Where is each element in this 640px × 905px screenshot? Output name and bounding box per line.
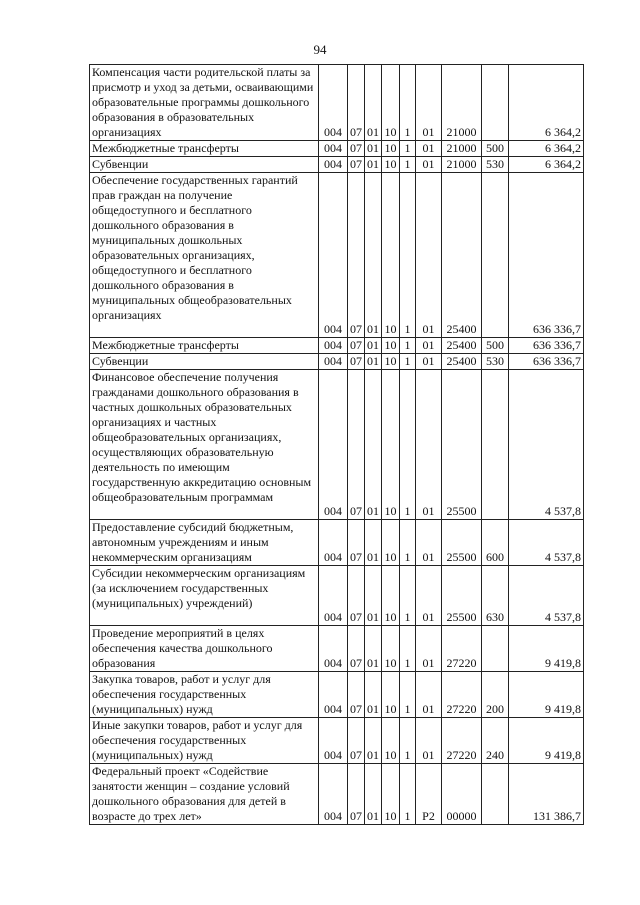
- cell-main-event: 01: [416, 370, 442, 520]
- cell-expense-type: [482, 65, 509, 141]
- cell-section: 07: [348, 370, 365, 520]
- cell-grbs: 004: [319, 626, 348, 672]
- cell-amount: 636 336,7: [509, 173, 584, 338]
- cell-subprogram: 1: [400, 718, 416, 764]
- cell-name: Субсидии некоммерческим организациям (за исключением государственных (муниципальных) учреждений): [90, 566, 319, 626]
- cell-expense-type: 530: [482, 354, 509, 370]
- cell-grbs: 004: [319, 672, 348, 718]
- cell-grbs: 004: [319, 338, 348, 354]
- cell-section: 07: [348, 354, 365, 370]
- cell-expense-type: 600: [482, 520, 509, 566]
- table-row: [90, 672, 584, 718]
- cell-name: Финансовое обеспечение получения гражданами дошкольного образования в частных дошкольных образовательных организациях и частных общеобразовательных организациях, осуществляющих образовательную деятельность по имеющим государственную аккредитацию основным общеобразовательным программам: [90, 370, 319, 520]
- cell-direction: 27220: [442, 672, 482, 718]
- cell-direction: 25400: [442, 354, 482, 370]
- cell-grbs: 004: [319, 370, 348, 520]
- cell-section: 07: [348, 520, 365, 566]
- cell-expense-type: 530: [482, 157, 509, 173]
- cell-amount: 636 336,7: [509, 354, 584, 370]
- cell-amount: 4 537,8: [509, 370, 584, 520]
- cell-program: 10: [382, 157, 400, 173]
- cell-subsection: 01: [365, 141, 382, 157]
- cell-section: 07: [348, 173, 365, 338]
- cell-expense-type: 630: [482, 566, 509, 626]
- cell-subsection: 01: [365, 157, 382, 173]
- cell-subprogram: 1: [400, 520, 416, 566]
- cell-expense-type: 200: [482, 672, 509, 718]
- cell-grbs: 004: [319, 173, 348, 338]
- cell-direction: 25500: [442, 566, 482, 626]
- table-row: [90, 338, 584, 354]
- cell-grbs: 004: [319, 764, 348, 825]
- cell-name: Субвенции: [90, 157, 319, 173]
- cell-name: Межбюджетные трансферты: [90, 338, 319, 354]
- cell-program: 10: [382, 718, 400, 764]
- cell-subsection: 01: [365, 520, 382, 566]
- table-row: [90, 65, 584, 141]
- cell-name: Компенсация части родительской платы за присмотр и уход за детьми, осваивающими образовательные программы дошкольного образования в образовательных организациях: [90, 65, 319, 141]
- table-row: [90, 764, 584, 825]
- cell-section: 07: [348, 338, 365, 354]
- budget-table: [89, 64, 584, 825]
- cell-direction: 21000: [442, 141, 482, 157]
- cell-direction: 21000: [442, 65, 482, 141]
- cell-direction: 21000: [442, 157, 482, 173]
- cell-name: Обеспечение государственных гарантий прав граждан на получение общедоступного и бесплатного дошкольного образования в муниципальных дошкольных образовательных организациях, общедоступного и бесплатного дошкольного образования в муниципальных общеобразовательных организациях: [90, 173, 319, 338]
- cell-main-event: 01: [416, 65, 442, 141]
- cell-subsection: 01: [365, 672, 382, 718]
- cell-amount: 6 364,2: [509, 141, 584, 157]
- cell-grbs: 004: [319, 566, 348, 626]
- cell-expense-type: [482, 370, 509, 520]
- cell-expense-type: 500: [482, 141, 509, 157]
- cell-subsection: 01: [365, 173, 382, 338]
- cell-subsection: 01: [365, 718, 382, 764]
- cell-direction: 27220: [442, 718, 482, 764]
- cell-subprogram: 1: [400, 65, 416, 141]
- budget-table-body: [90, 65, 584, 825]
- cell-program: 10: [382, 338, 400, 354]
- cell-amount: 4 537,8: [509, 566, 584, 626]
- cell-name: Предоставление субсидий бюджетным, автономным учреждениям и иным некоммерческим организациям: [90, 520, 319, 566]
- cell-grbs: 004: [319, 157, 348, 173]
- cell-amount: 9 419,8: [509, 626, 584, 672]
- cell-program: 10: [382, 566, 400, 626]
- cell-main-event: 01: [416, 157, 442, 173]
- cell-main-event: 01: [416, 520, 442, 566]
- cell-program: 10: [382, 520, 400, 566]
- cell-section: 07: [348, 65, 365, 141]
- cell-subsection: 01: [365, 764, 382, 825]
- cell-main-event: 01: [416, 566, 442, 626]
- cell-subprogram: 1: [400, 626, 416, 672]
- cell-subsection: 01: [365, 626, 382, 672]
- cell-program: 10: [382, 370, 400, 520]
- cell-direction: 25400: [442, 338, 482, 354]
- cell-grbs: 004: [319, 718, 348, 764]
- cell-expense-type: 240: [482, 718, 509, 764]
- cell-subprogram: 1: [400, 566, 416, 626]
- cell-section: 07: [348, 141, 365, 157]
- table-row: [90, 566, 584, 626]
- cell-main-event: 01: [416, 718, 442, 764]
- cell-program: 10: [382, 626, 400, 672]
- cell-amount: 131 386,7: [509, 764, 584, 825]
- table-row: [90, 718, 584, 764]
- cell-amount: 6 364,2: [509, 65, 584, 141]
- cell-subprogram: 1: [400, 173, 416, 338]
- cell-expense-type: [482, 173, 509, 338]
- cell-name: Субвенции: [90, 354, 319, 370]
- cell-subprogram: 1: [400, 157, 416, 173]
- cell-main-event: 01: [416, 672, 442, 718]
- cell-subprogram: 1: [400, 370, 416, 520]
- cell-grbs: 004: [319, 354, 348, 370]
- cell-main-event: 01: [416, 141, 442, 157]
- cell-direction: 27220: [442, 626, 482, 672]
- cell-subprogram: 1: [400, 764, 416, 825]
- table-row: [90, 370, 584, 520]
- cell-grbs: 004: [319, 520, 348, 566]
- cell-amount: 6 364,2: [509, 157, 584, 173]
- cell-direction: 00000: [442, 764, 482, 825]
- cell-grbs: 004: [319, 141, 348, 157]
- cell-expense-type: [482, 626, 509, 672]
- table-row: [90, 141, 584, 157]
- cell-amount: 4 537,8: [509, 520, 584, 566]
- cell-name: Федеральный проект «Содействие занятости женщин – создание условий дошкольного образования для детей в возрасте до трех лет»: [90, 764, 319, 825]
- cell-main-event: 01: [416, 354, 442, 370]
- cell-subsection: 01: [365, 338, 382, 354]
- cell-main-event: 01: [416, 338, 442, 354]
- cell-program: 10: [382, 354, 400, 370]
- cell-main-event: P2: [416, 764, 442, 825]
- cell-program: 10: [382, 65, 400, 141]
- cell-direction: 25400: [442, 173, 482, 338]
- cell-section: 07: [348, 764, 365, 825]
- cell-subprogram: 1: [400, 338, 416, 354]
- cell-section: 07: [348, 566, 365, 626]
- cell-expense-type: [482, 764, 509, 825]
- table-row: [90, 354, 584, 370]
- cell-amount: 636 336,7: [509, 338, 584, 354]
- cell-program: 10: [382, 141, 400, 157]
- cell-main-event: 01: [416, 173, 442, 338]
- cell-program: 10: [382, 672, 400, 718]
- table-row: [90, 520, 584, 566]
- cell-section: 07: [348, 672, 365, 718]
- table-row: [90, 626, 584, 672]
- cell-subsection: 01: [365, 65, 382, 141]
- cell-subsection: 01: [365, 566, 382, 626]
- cell-name: Проведение мероприятий в целях обеспечения качества дошкольного образования: [90, 626, 319, 672]
- cell-expense-type: 500: [482, 338, 509, 354]
- cell-amount: 9 419,8: [509, 718, 584, 764]
- table-row: [90, 173, 584, 338]
- cell-section: 07: [348, 157, 365, 173]
- cell-name: Закупка товаров, работ и услуг для обеспечения государственных (муниципальных) нужд: [90, 672, 319, 718]
- cell-subprogram: 1: [400, 354, 416, 370]
- cell-section: 07: [348, 626, 365, 672]
- cell-program: 10: [382, 173, 400, 338]
- table-row: [90, 157, 584, 173]
- cell-direction: 25500: [442, 520, 482, 566]
- cell-name: Иные закупки товаров, работ и услуг для обеспечения государственных (муниципальных) нужд: [90, 718, 319, 764]
- cell-section: 07: [348, 718, 365, 764]
- cell-grbs: 004: [319, 65, 348, 141]
- cell-subprogram: 1: [400, 141, 416, 157]
- cell-subsection: 01: [365, 354, 382, 370]
- cell-subprogram: 1: [400, 672, 416, 718]
- cell-name: Межбюджетные трансферты: [90, 141, 319, 157]
- cell-main-event: 01: [416, 626, 442, 672]
- cell-program: 10: [382, 764, 400, 825]
- page-number: 94: [313, 42, 327, 57]
- cell-direction: 25500: [442, 370, 482, 520]
- cell-subsection: 01: [365, 370, 382, 520]
- cell-amount: 9 419,8: [509, 672, 584, 718]
